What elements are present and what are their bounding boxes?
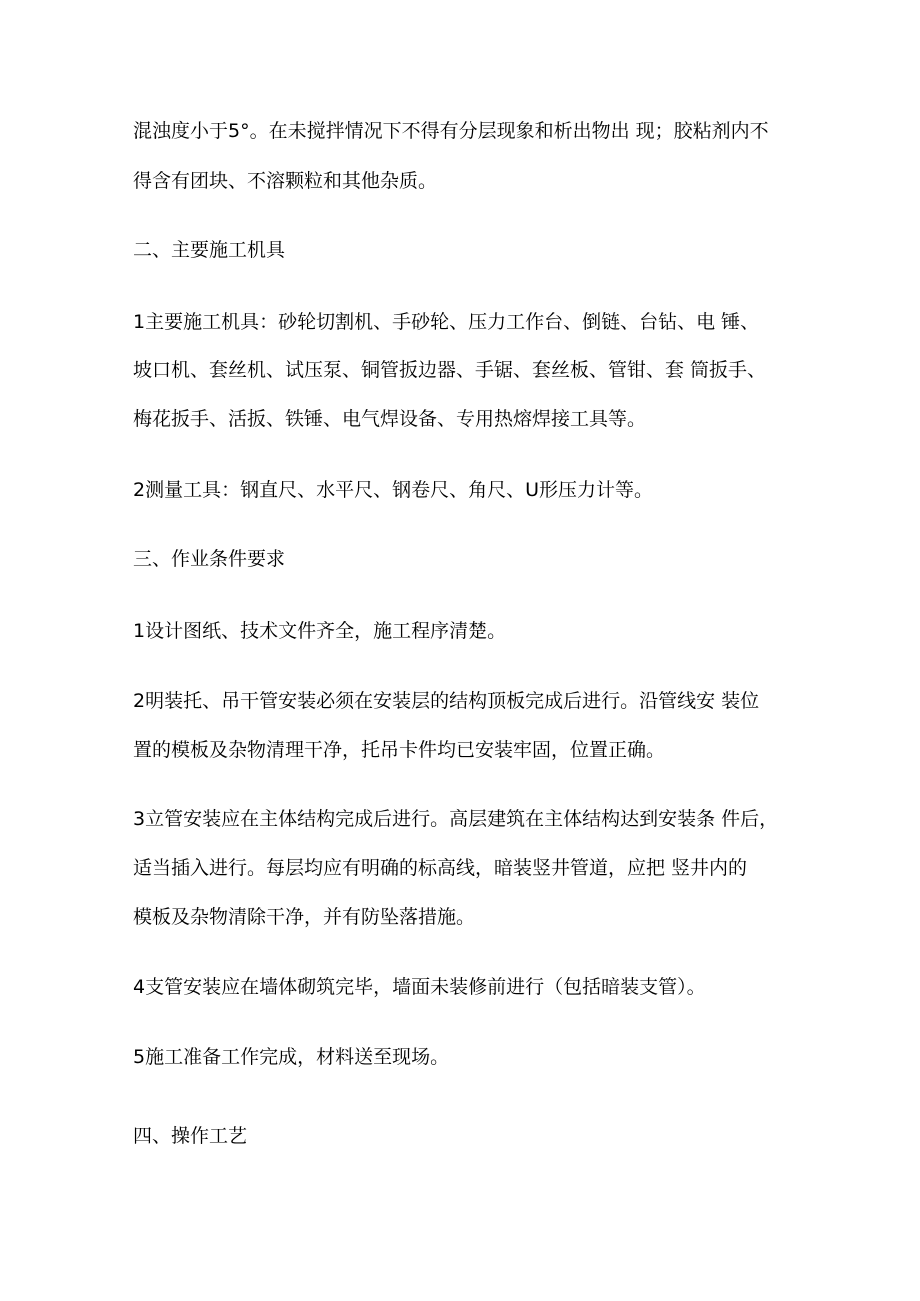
paragraph-line: 梅花扳手、活扳、铁锤、电气焊设备、专用热熔焊接工具等。 (133, 408, 647, 430)
paragraph-line: 3立管安装应在主体结构完成后进行。高层建筑在主体结构达到安装条 件后， (133, 808, 779, 830)
section-heading: 二、主要施工机具 (133, 239, 286, 261)
paragraph-line: 混浊度小于5°。在未搅拌情况下不得有分层现象和析出物出 现；胶粘剂内不 (133, 120, 769, 142)
paragraph-line: 得含有团块、不溶颗粒和其他杂质。 (133, 170, 438, 192)
paragraph-line: 4支管安装应在墙体砌筑完毕，墙面未装修前进行（包括暗装支管）。 (133, 976, 706, 998)
paragraph-line: 坡口机、套丝机、试压泵、铜管扳边器、手锯、套丝板、管钳、套 筒扳手、 (133, 359, 767, 381)
paragraph-line: 置的模板及杂物清理干净，托吊卡件均已安装牢固，位置正确。 (133, 739, 666, 761)
paragraph-line: 适当插入进行。每层均应有明确的标高线，暗装竖井管道，应把 竖井内的 (133, 857, 748, 879)
section-heading: 三、作业条件要求 (133, 548, 286, 570)
paragraph-line: 5施工准备工作完成，材料送至现场。 (133, 1046, 450, 1068)
paragraph-line: 2测量工具：钢直尺、水平尺、钢卷尺、角尺、U形压力计等。 (133, 479, 653, 501)
paragraph-line: 2明装托、吊干管安装必须在安装层的结构顶板完成后进行。沿管线安 装位 (133, 690, 760, 712)
paragraph-line: 模板及杂物清除干净，并有防坠落措施。 (133, 906, 476, 928)
paragraph-line: 1主要施工机具：砂轮切割机、手砂轮、压力工作台、倒链、台钻、电 锤、 (133, 311, 760, 333)
paragraph-line: 1设计图纸、技术文件齐全，施工程序清楚。 (133, 620, 507, 642)
section-heading: 四、操作工艺 (133, 1125, 248, 1147)
